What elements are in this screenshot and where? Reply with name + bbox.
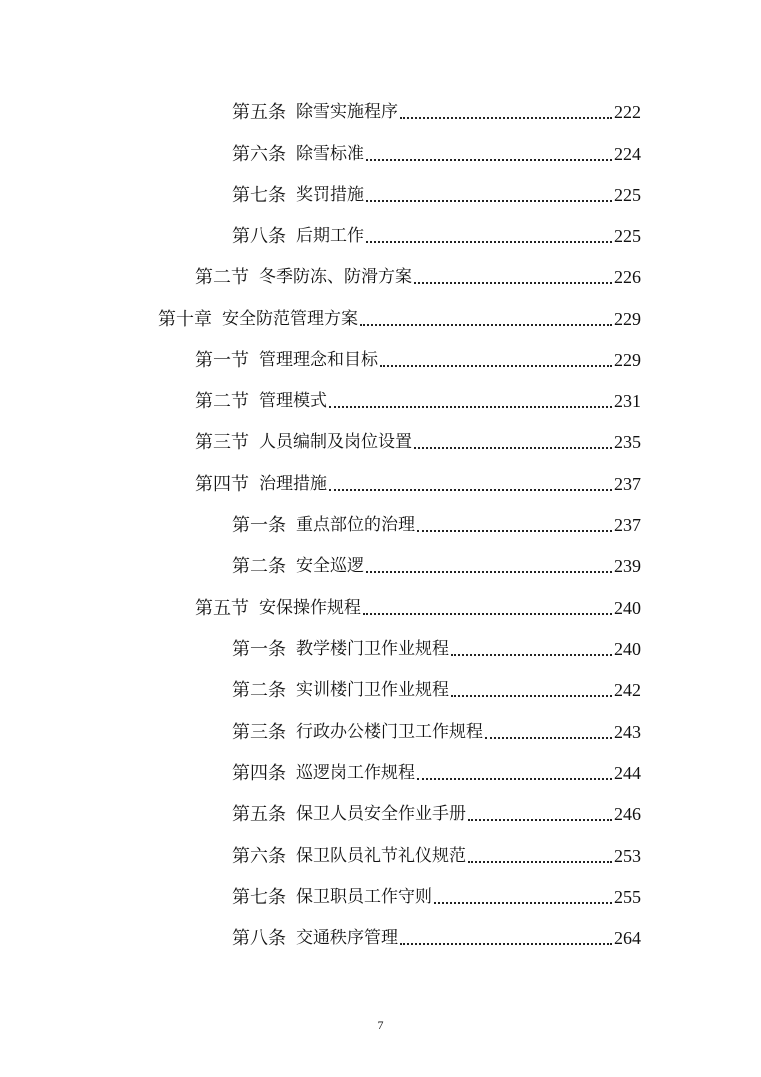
toc-entry[interactable]	[195, 469, 641, 495]
toc-label: 第七条	[232, 185, 286, 205]
toc-leader	[451, 644, 612, 656]
toc-label: 第一节	[195, 350, 249, 370]
toc-leader	[417, 768, 612, 780]
toc-title: 行政办公楼门卫工作规程	[296, 722, 483, 742]
toc-title: 安保操作规程	[259, 598, 361, 618]
toc-entry[interactable]	[232, 923, 641, 949]
toc-title: 除雪标准	[296, 144, 364, 164]
toc-leader	[417, 520, 612, 532]
toc-page-number: 255	[614, 887, 641, 907]
toc-leader	[360, 314, 612, 326]
toc-page-number: 225	[614, 185, 641, 205]
toc-label: 第七条	[232, 887, 286, 907]
toc-leader	[329, 396, 612, 408]
toc-leader	[366, 149, 612, 161]
toc-leader	[400, 107, 612, 119]
toc-entry[interactable]	[195, 262, 641, 288]
toc-entry[interactable]	[232, 799, 641, 825]
toc-title: 保卫职员工作守则	[296, 887, 432, 907]
page-footer-number: 7	[377, 1018, 384, 1032]
toc-title: 交通秩序管理	[296, 928, 398, 948]
toc-label: 第一条	[232, 515, 286, 535]
toc-page-number: 239	[614, 556, 641, 576]
toc-page-number: 237	[614, 515, 641, 535]
toc-entry[interactable]	[232, 634, 641, 660]
toc-title: 治理措施	[259, 474, 327, 494]
toc-leader	[451, 685, 612, 697]
toc-label: 第二节	[195, 391, 249, 411]
toc-leader	[363, 603, 612, 615]
toc-title: 安全巡逻	[296, 556, 364, 576]
toc-entry[interactable]	[232, 139, 641, 165]
toc-page-number: 246	[614, 804, 641, 824]
toc-page-number: 244	[614, 763, 641, 783]
toc-title: 重点部位的治理	[296, 515, 415, 535]
toc-entry[interactable]	[232, 841, 641, 867]
toc-entry[interactable]	[232, 675, 641, 701]
toc-title: 管理理念和目标	[259, 350, 378, 370]
toc-entry[interactable]	[232, 97, 641, 123]
toc-leader	[380, 355, 612, 367]
toc-page-number: 225	[614, 226, 641, 246]
toc-entry[interactable]	[195, 345, 641, 371]
toc-title: 教学楼门卫作业规程	[296, 639, 449, 659]
toc-label: 第八条	[232, 928, 286, 948]
toc-entry[interactable]	[195, 427, 641, 453]
toc-title: 后期工作	[296, 226, 364, 246]
toc-leader	[329, 479, 612, 491]
toc-label: 第三条	[232, 722, 286, 742]
toc-entry[interactable]	[232, 510, 641, 536]
toc-leader	[485, 727, 612, 739]
toc-page-number: 229	[614, 350, 641, 370]
toc-label: 第六条	[232, 144, 286, 164]
toc-page-number: 222	[614, 102, 641, 122]
toc-leader	[414, 272, 612, 284]
toc-title: 奖罚措施	[296, 185, 364, 205]
toc-label: 第四节	[195, 474, 249, 494]
toc-label: 第十章	[158, 309, 212, 329]
toc-leader	[366, 561, 612, 573]
toc-title: 管理模式	[259, 391, 327, 411]
toc-label: 第五节	[195, 598, 249, 618]
toc-label: 第一条	[232, 639, 286, 659]
toc-entry[interactable]	[195, 386, 641, 412]
toc-leader	[400, 933, 612, 945]
toc-title: 冬季防冻、防滑方案	[259, 267, 412, 287]
toc-entry[interactable]	[232, 717, 641, 743]
toc-label: 第二条	[232, 556, 286, 576]
toc-entry[interactable]	[232, 180, 641, 206]
toc-label: 第二节	[195, 267, 249, 287]
toc-page-number: 264	[614, 928, 641, 948]
toc-label: 第二条	[232, 680, 286, 700]
toc-page-number: 237	[614, 474, 641, 494]
toc-entry[interactable]	[232, 221, 641, 247]
toc-label: 第五条	[232, 804, 286, 824]
toc-label: 第四条	[232, 763, 286, 783]
toc-label: 第五条	[232, 102, 286, 122]
toc-label: 第六条	[232, 846, 286, 866]
toc-page-number: 226	[614, 267, 641, 287]
toc-leader	[414, 437, 612, 449]
toc-title: 保卫人员安全作业手册	[296, 804, 466, 824]
toc-title: 安全防范管理方案	[222, 309, 358, 329]
toc-page-number: 231	[614, 391, 641, 411]
toc-page-number: 229	[614, 309, 641, 329]
toc-entry[interactable]	[232, 882, 641, 908]
toc-page-number: 235	[614, 432, 641, 452]
toc-page-number: 243	[614, 722, 641, 742]
toc-label: 第八条	[232, 226, 286, 246]
toc-entry[interactable]	[232, 758, 641, 784]
toc-leader	[366, 231, 612, 243]
toc-entry[interactable]	[195, 593, 641, 619]
toc-leader	[468, 851, 612, 863]
toc-title: 人员编制及岗位设置	[259, 432, 412, 452]
toc-page-number: 253	[614, 846, 641, 866]
toc-leader	[434, 892, 612, 904]
toc-page-number: 224	[614, 144, 641, 164]
toc-page-number: 240	[614, 598, 641, 618]
toc-page-number: 240	[614, 639, 641, 659]
toc-label: 第三节	[195, 432, 249, 452]
toc-entry[interactable]	[158, 304, 641, 330]
toc-title: 实训楼门卫作业规程	[296, 680, 449, 700]
toc-leader	[468, 809, 612, 821]
toc-page-number: 242	[614, 680, 641, 700]
toc-title: 巡逻岗工作规程	[296, 763, 415, 783]
toc-leader	[366, 190, 612, 202]
toc-title: 除雪实施程序	[296, 102, 398, 122]
toc-entry[interactable]	[232, 551, 641, 577]
toc-title: 保卫队员礼节礼仪规范	[296, 846, 466, 866]
